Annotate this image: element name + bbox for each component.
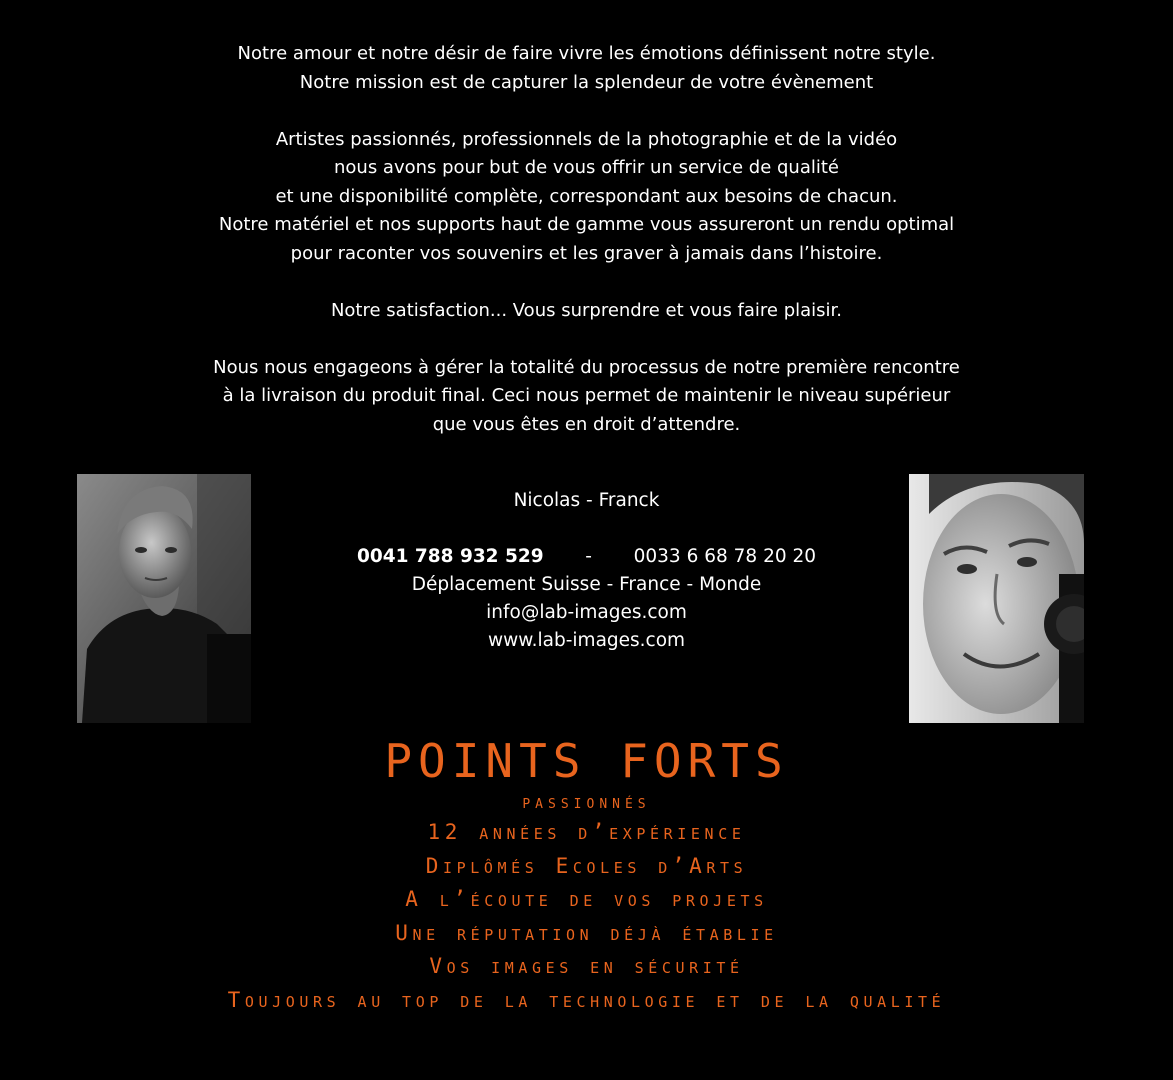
intro-line: Artistes passionnés, professionnels de la photographie et de la vidéo xyxy=(275,128,898,150)
website-link[interactable]: www.lab-images.com xyxy=(487,630,686,651)
phone-switzerland[interactable]: 0041 788 932 529 xyxy=(356,546,544,567)
phone-france[interactable]: 0033 6 68 78 20 20 xyxy=(633,546,817,567)
points-forts-list xyxy=(0,792,1173,1017)
intro-line: nous avons pour but de vous offrir un service de qualité xyxy=(333,157,839,178)
intro-paragraph-2 xyxy=(0,126,1173,269)
intro-line: que vous êtes en droit d’attendre. xyxy=(432,413,741,435)
points-forts-title: POINTS FORTS xyxy=(384,734,789,788)
points-forts-item: A l’écoute de vos projets xyxy=(405,887,768,911)
phone-separator: - xyxy=(585,546,592,567)
contact-block xyxy=(0,487,1173,655)
intro-paragraph-4 xyxy=(0,354,1173,440)
intro-line: et une disponibilité complète, correspondant aux besoins de chacun. xyxy=(275,185,898,207)
points-forts-item: 12 années d’expérience xyxy=(427,820,746,844)
intro-line: pour raconter vos souvenirs et les graver à jamais dans l’histoire. xyxy=(290,242,883,264)
points-forts-section xyxy=(0,730,1173,1017)
intro-line: Notre mission est de capturer la splendeur de votre évènement xyxy=(299,71,874,93)
intro-line: Notre amour et notre désir de faire vivre les émotions définissent notre style. xyxy=(237,43,936,64)
points-forts-item: Toujours au top de la technologie et de la qualité xyxy=(227,987,946,1012)
intro-line: à la livraison du produit final. Ceci nous permet de maintenir le niveau supérieur xyxy=(222,385,951,406)
intro-text xyxy=(0,40,1173,439)
points-forts-item: Diplômés Ecoles d’Arts xyxy=(425,853,748,878)
email-link[interactable]: info@lab-images.com xyxy=(486,602,687,623)
points-forts-item: Vos images en sécurité xyxy=(429,954,744,978)
intro-paragraph-1 xyxy=(0,40,1173,97)
points-forts-item: passionnés xyxy=(522,792,651,813)
intro-line: Nous nous engageons à gérer la totalité du processus de notre première rencontre xyxy=(213,356,960,378)
travel-area: Déplacement Suisse - France - Monde xyxy=(411,574,762,595)
photographer-names: Nicolas - Franck xyxy=(513,490,660,511)
intro-line: Notre matériel et nos supports haut de gamme vous assureront un rendu optimal xyxy=(218,214,955,235)
intro-line: Notre satisfaction... Vous surprendre et vous faire plaisir. xyxy=(330,299,843,321)
intro-paragraph-3 xyxy=(0,297,1173,326)
points-forts-item: Une réputation déjà établie xyxy=(395,920,778,945)
phone-numbers xyxy=(0,543,1173,571)
